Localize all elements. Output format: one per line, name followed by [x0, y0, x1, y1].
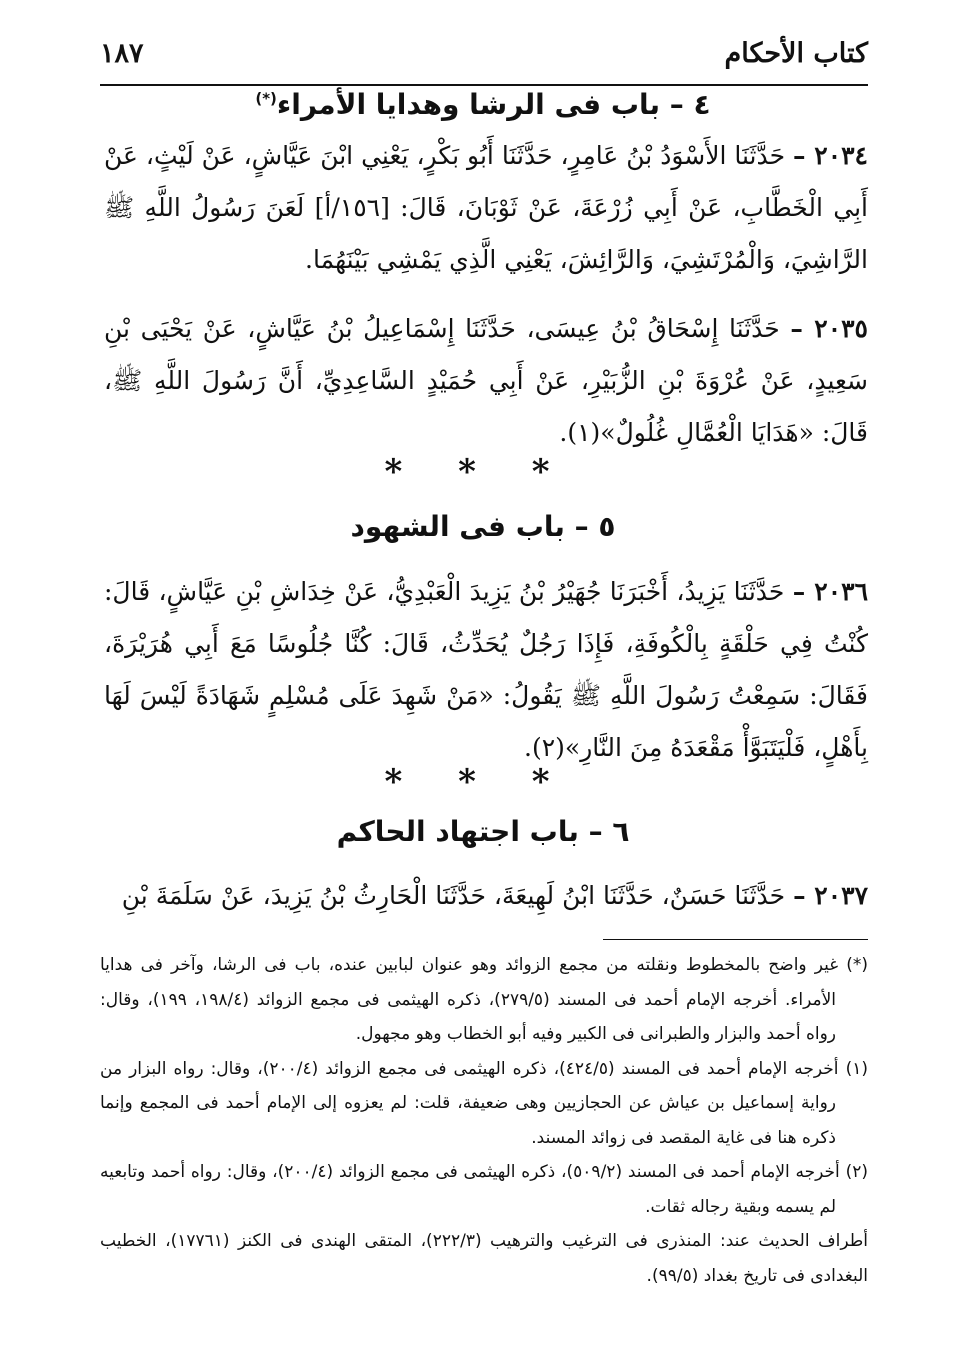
footnote: (*) غير واضح بالمخطوط ونقلته من مجمع الزوائد وهو عنوان لبابين عنده، باب فى الرشا، وآخر فى هدايا الأمراء. أخرجه الإمام أحمد فى المسند (٢٧٩/٥)، ذكره الهيثمى فى مجمع الزوائد (١٩٨/٤، ١٩٩)، وقال: رواه أحمد والبزار والطبرانى فى الكبير وفيه أبو الخطاب وهو مجهول.: [100, 955, 868, 1044]
hadith-text: حَدَّثَنَا حَسَنٌ، حَدَّثَنَا ابْنُ لَهِيعَةَ، حَدَّثَنَا الْحَارِثُ بْنُ يَزِيدَ، عَنْ سَلَمَةَ بْنِ: [121, 881, 786, 910]
footnote: أطراف الحديث عند: المنذرى فى الترغيب والترهيب (٢٢٢/٣)، المتقى الهندى فى الكنز (١٧٧٦١)، الخطيب البغدادى فى تاريخ بغداد (٩٩/٥).: [100, 1231, 868, 1286]
hadith-text: حَدَّثَنَا الأَسْوَدُ بْنُ عَامِرٍ، حَدَّثَنَا أَبُو بَكْرٍ، يَعْنِي ابْنَ عَيَّاشٍ، عَنْ لَيْثٍ، عَنْ أَبِي الْخَطَّابِ، عَنْ أَبِي زُرْعَةَ، عَنْ ثَوْبَانَ، قَالَ: [١٥٦/أ] لَعَنَ رَسُولُ اللَّهِ ﷺ الرَّاشِيَ، وَالْمُرْتَشِيَ، وَالرَّائِشَ، يَعْنِي الَّذِي يَمْشِي بَيْنَهُمَا.: [104, 141, 868, 274]
chapter-title: ٦ – باب اجتهاد الحاكم: [336, 815, 630, 848]
hadith-number: ٢٠٣٧ –: [793, 881, 868, 910]
running-header: [100, 38, 868, 86]
section-separator: * * *: [384, 762, 572, 802]
section-separator: * * *: [384, 452, 572, 492]
book-title: كتاب الأحكام: [724, 38, 868, 69]
hadith-paragraph: [104, 130, 868, 286]
chapter-heading: [100, 510, 866, 543]
hadith-text: حَدَّثَنَا يَزِيدُ، أَخْبَرَنَا جُهَيْرُ بْنُ يَزِيدَ الْعَبْدِيُّ، عَنْ خِدَاشِ بْنِ عَيَّاشٍ، قَالَ: كُنْتُ فِي حَلْقَةٍ بِالْكُوفَةِ، فَإِذَا رَجُلٌ يُحَدِّثُ، قَالَ: كُنَّا جُلُوسًا مَعَ أَبِي هُرَيْرَةَ، فَقَالَ: سَمِعْتُ رَسُولَ اللَّهِ ﷺ يَقُولُ: «مَنْ شَهِدَ عَلَى مُسْلِمٍ شَهَادَةً لَيْسَ لَهَا بِأَهْلٍ، فَلْيَتَبَوَّأْ مَقْعَدَهُ مِنَ النَّارِ»(٢).: [104, 577, 868, 762]
hadith-number: ٢٠٣٥ –: [790, 314, 868, 343]
chapter-heading: [100, 815, 866, 848]
hadith-number: ٢٠٣٤ –: [793, 141, 868, 170]
hadith-paragraph: [104, 566, 868, 774]
chapter-title: ٤ – باب فى الرشا وهدايا الأمراء: [276, 88, 711, 121]
page-number: ١٨٧: [100, 38, 144, 69]
hadith-number: ٢٠٣٦ –: [792, 577, 868, 606]
hadith-text: حَدَّثَنَا إِسْحَاقُ بْنُ عِيسَى، حَدَّثَنَا إِسْمَاعِيلُ بْنُ عَيَّاشٍ، عَنْ يَحْيَى بْنِ سَعِيدٍ، عَنْ عُرْوَةَ بْنِ الزُّبَيْرِ، عَنْ أَبِي حُمَيْدٍ السَّاعِدِيِّ، أَنَّ رَسُولَ اللَّهِ ﷺ، قَالَ: «هَدَايَا الْعُمَّالِ غُلُولٌ»(١).: [104, 314, 868, 447]
footnotes: [100, 948, 868, 1293]
footnote: (٢) أخرجه الإمام أحمد فى المسند (٥٠٩/٢)، ذكره الهيثمى فى مجمع الزوائد (٢٠٠/٤)، وقال: رواه أحمد وتابعيه لم يسمه وبقية رجاله ثقات.: [100, 1162, 868, 1217]
footnote: (١) أخرجه الإمام أحمد فى المسند (٤٢٤/٥)، ذكره الهيثمى فى مجمع الزوائد (٢٠٠/٤)، وقال: رواه البزار من رواية إسماعيل بن عياش عن الحجازيين وهى ضعيفة، قلت: لم يعزوه إلى الإمام أحمد فى المجمع وإنما ذكره هنا فى غاية المقصد فى زوائد المسند.: [100, 1058, 868, 1148]
footnote-marker: (*): [255, 89, 277, 108]
chapter-heading: [100, 88, 866, 121]
hadith-paragraph: [104, 303, 868, 459]
chapter-title: ٥ – باب فى الشهود: [350, 510, 616, 543]
hadith-paragraph: [104, 870, 868, 922]
footnote-rule: [603, 939, 868, 940]
